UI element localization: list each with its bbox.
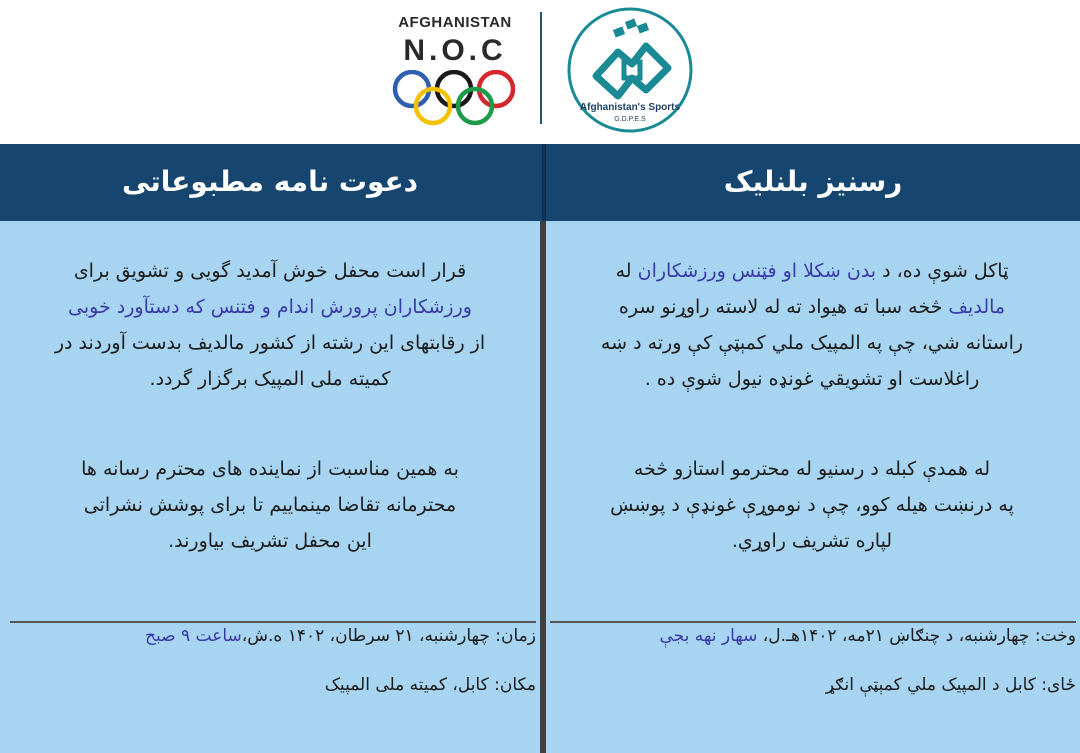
dari-time-hour: ساعت ۹ صبح — [144, 626, 242, 646]
header-divider — [540, 12, 542, 124]
dari-place-value: کابل، کمیته ملی المپیک — [324, 675, 489, 695]
dari-footer-rule — [10, 621, 536, 623]
pashto-paragraph-2 — [562, 451, 1062, 559]
pashto-paragraph-1 — [562, 253, 1062, 397]
pashto-time-value: چهارشنبه، د چنګاښ ۲۱مه، ۱۴۰۲هـ.ل، — [762, 626, 1030, 646]
pashto-time-label: وخت: — [1034, 626, 1076, 646]
pashto-place-label: ځای: — [1041, 675, 1076, 695]
ring-blue — [395, 72, 429, 106]
dari-time — [145, 626, 536, 646]
right-column-title: رسنيز بلنليک — [723, 165, 903, 198]
pashto-time-hour: سهار نهه بجې — [659, 626, 758, 646]
ring-green — [458, 89, 492, 123]
dari-paragraph-1 — [22, 253, 518, 397]
pashto-p1-maldives: مالديف — [948, 296, 1006, 318]
dari-p1-line3: از رقابتهای این رشته از کشور مالدیف بدست آوردند در — [54, 332, 486, 354]
dari-p1-line2: ورزشکاران پرورش اندام و فتنس که دستآورد خوبی — [68, 296, 472, 318]
dari-time-value: چهارشنبه، ۲۱ سرطان، ۱۴۰۲ ه.ش، — [241, 626, 490, 646]
dari-p2-line1: به همین مناسبت از نماینده های محترم رسانه ها — [81, 458, 459, 480]
noc-subtitle: N.O.C — [403, 34, 507, 67]
dari-p2-line2: محترمانه تقاضا مینماییم تا برای پوشش نشراتی — [83, 494, 457, 516]
dari-p1-line1: قرار است محفل خوش آمدید گویی و تشویق برای — [73, 260, 467, 282]
pashto-p1-line2 — [562, 289, 1062, 325]
dari-place — [325, 675, 536, 695]
pashto-p1-line4: راغلاست او تشويقي غونډه نيول شوې ده . — [644, 368, 980, 390]
gdpes-abbr: G.D.P.E.S — [614, 116, 646, 123]
ring-yellow — [416, 89, 450, 123]
noc-title: AFGHANISTAN — [398, 14, 512, 31]
olympic-rings-icon — [390, 70, 520, 126]
pashto-p1-post: له — [615, 260, 638, 282]
pashto-time — [660, 626, 1077, 646]
pashto-p1-line2-rest: څخه سبا ته هيواد ته له لاسته راوړنو سره — [618, 296, 949, 318]
pashto-p2-line3: لپاره تشريف راوړي. — [731, 530, 893, 552]
dari-paragraph-2 — [22, 451, 518, 559]
pashto-place — [826, 675, 1076, 695]
column-separator — [540, 221, 546, 753]
pashto-p1-pre: ټاکل شوې ده، د — [876, 260, 1009, 282]
dari-place-label: مکان: — [494, 675, 536, 695]
page-header — [0, 0, 1080, 144]
pashto-p1-highlight: بدن ښکلا او فټنس ورزشکاران — [637, 260, 877, 282]
pashto-place-value: کابل د المپيک ملي کمېټې انګړ — [825, 675, 1036, 695]
dari-p2-line3: این محفل تشریف بیاورند. — [168, 530, 372, 552]
gdpes-logo-icon — [566, 6, 694, 134]
pashto-p1-line1 — [562, 253, 1062, 289]
dari-p1-line4: کمیته ملی المپیک برگزار گردد. — [149, 368, 391, 390]
left-column-title: دعوت نامه مطبوعاتی — [121, 165, 419, 198]
gdpes-name: Afghanistan's Sports — [579, 102, 681, 113]
pashto-p1-line3: راستانه شي، چې په المپيک ملي کمېټې کې ورته د ښه — [600, 332, 1024, 354]
pashto-p2-line2: په درنښت هيله کوو، چې د نوموړې غونډې د پوښښ — [610, 494, 1014, 516]
pashto-p2-line1: له همدې کبله د رسنيو له محترمو استازو څخه — [633, 458, 991, 480]
ring-black — [437, 72, 471, 106]
pashto-footer-rule — [550, 621, 1076, 623]
ring-red — [479, 72, 513, 106]
dari-time-label: زمان: — [495, 626, 536, 646]
